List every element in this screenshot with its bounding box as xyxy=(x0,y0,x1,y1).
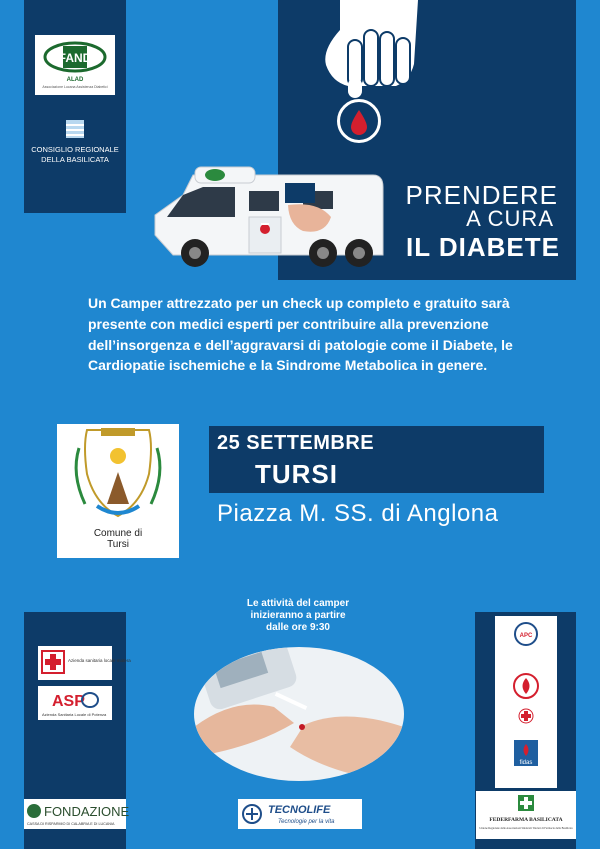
left-logo-panel xyxy=(24,0,126,213)
tecnolife-logo xyxy=(238,799,362,829)
note-line2: inizieranno a partire xyxy=(250,610,346,621)
consiglio-regionale-label xyxy=(24,145,126,165)
consiglio-emblem-icon xyxy=(66,120,84,138)
note-line1: Le attività del camper xyxy=(246,598,350,609)
alad-name: ALAD xyxy=(66,77,84,83)
activity-note xyxy=(228,598,368,634)
tecnolife-name: TECNOLIFE xyxy=(268,804,331,816)
alad-logo-letters: FAND xyxy=(58,51,92,65)
tecnolife-emblem-icon xyxy=(238,799,362,829)
asp-emblem-icon xyxy=(38,686,112,720)
apc-label: APC xyxy=(519,633,533,639)
consiglio-line2: DELLA BASILICATA xyxy=(41,155,109,164)
fondazione-name: FONDAZIONE xyxy=(44,804,130,819)
asp-logo xyxy=(38,686,112,720)
tecnolife-tagline: Tecnologie per la vita xyxy=(278,819,335,825)
asp-name: Azienda Sanitaria Locale di Potenza xyxy=(42,712,107,717)
event-description: Un Camper attrezzato per un check up completo e gratuito sarà presente con medici esperti per contribuire alla prevenzione dell’insorgenza e dell’aggravarsi di patologie come il Diabete, le Cardiopatie ischemiche e la Sindrome Metabolica in genere. xyxy=(88,295,513,374)
asm-logo xyxy=(38,646,131,680)
event-place: Piazza M. SS. di Anglona xyxy=(217,500,499,527)
partner-logos-icon xyxy=(495,616,557,788)
fondazione-sub: CASSA DI RISPARMIO DI CALABRIA E DI LUCANIA xyxy=(27,822,115,826)
glucose-test-photo xyxy=(194,647,404,782)
federfarma-name: FEDERFARMA BASILICATA xyxy=(489,817,563,823)
asp-abbr: ASP xyxy=(52,693,85,710)
asm-name: Azienda sanitaria locale matera xyxy=(68,658,131,663)
fondazione-emblem-icon xyxy=(24,799,130,829)
camper-illustration xyxy=(153,165,385,273)
federfarma-sub: Unione Regionale delle Associazioni Sindacali Titolari di Farmacia della Basilicata xyxy=(479,827,573,830)
note-line3: dalle ore 9:30 xyxy=(266,622,330,633)
fidas-label: fidas xyxy=(519,760,533,766)
alad-logo xyxy=(35,35,115,95)
federfarma-emblem-icon xyxy=(476,791,576,839)
headline-line3: IL DIABETE xyxy=(406,232,560,262)
comune-line2: Tursi xyxy=(107,539,129,550)
partner-logos-strip xyxy=(495,616,557,788)
asm-emblem-icon xyxy=(38,646,131,680)
event-date: 25 SETTEMBRE xyxy=(217,432,375,454)
comune-label xyxy=(57,528,179,550)
alad-subtitle: Associazione Lucana Assistenza Diabetici xyxy=(42,85,108,89)
blood-drop-circle xyxy=(337,99,381,143)
headline-line2: A CURA xyxy=(466,206,554,231)
event-town: TURSI xyxy=(255,459,338,489)
comune-tursi-logo xyxy=(57,424,179,558)
alad-emblem-icon xyxy=(43,41,107,73)
headline-line1: PRENDERE xyxy=(405,180,558,210)
comune-coat-of-arms-icon xyxy=(57,424,179,524)
fondazione-logo xyxy=(24,799,130,829)
blood-drop-icon xyxy=(340,102,378,140)
federfarma-logo xyxy=(476,791,576,839)
comune-line1: Comune di xyxy=(93,528,143,539)
consiglio-line1: CONSIGLIO REGIONALE xyxy=(31,145,119,154)
